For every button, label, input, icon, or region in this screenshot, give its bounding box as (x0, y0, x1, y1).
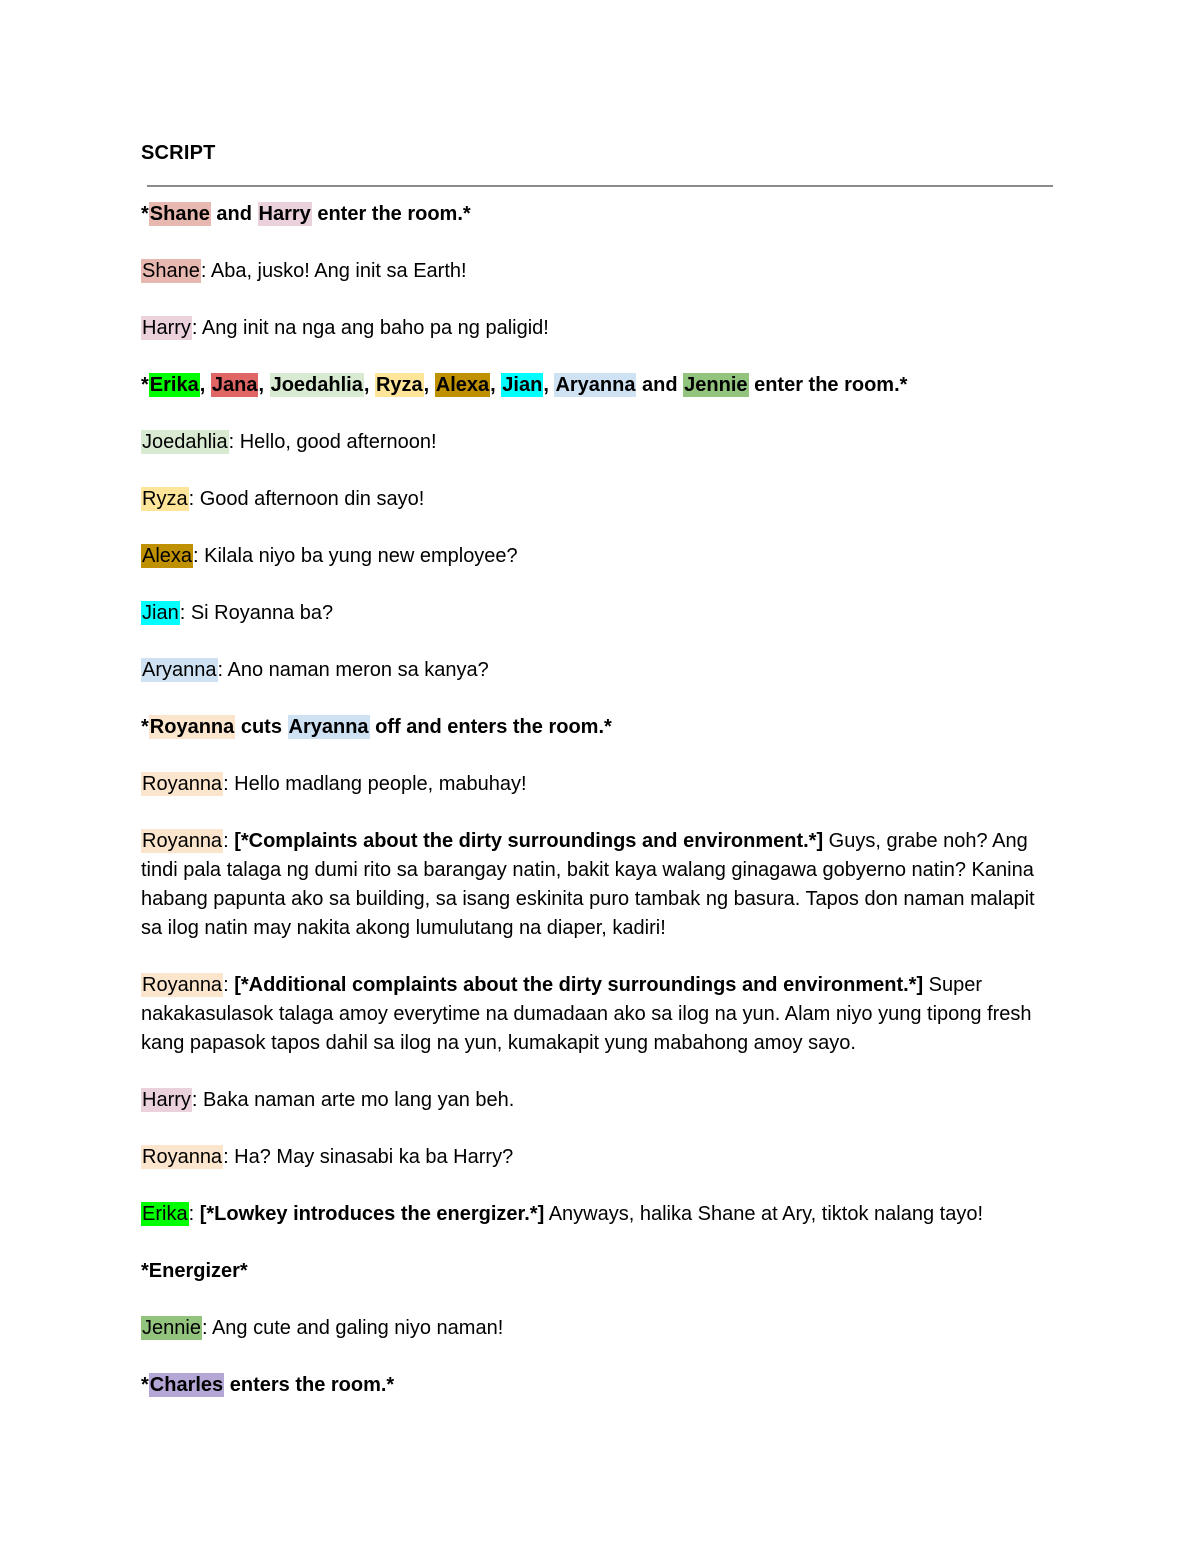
line-text: Guys, grabe noh? Ang tindi pala talaga ng dumi rito sa barangay natin, bakit kaya walang ginagawa gobyerno natin? Kanina habang papunta ako sa building, sa isang eskinita puro tambak ng basura. Tapos don naman malapit sa ilog natin may nakita akong lumulutang na diaper, kadiri! (141, 830, 1035, 939)
line-text: : Hello, good afternoon! (228, 431, 437, 453)
stage-direction (141, 713, 1056, 742)
line-text: : Aba, jusko! Ang init sa Earth! (200, 260, 467, 282)
dialogue-line (141, 599, 1056, 628)
line-text: , (258, 374, 270, 396)
line-text: enters the room.* (224, 1374, 395, 1396)
character-name-royanna: Royanna (142, 830, 223, 852)
dialogue-line (141, 971, 1056, 1058)
character-name-aryanna: Aryanna (142, 659, 217, 681)
line-text: : Ang init na nga ang baho pa ng paligid! (191, 317, 549, 339)
dialogue-line (141, 1200, 1056, 1229)
character-name-alexa: Alexa (142, 545, 193, 567)
character-name-shane: Shane (142, 260, 200, 282)
character-name-royanna: Royanna (142, 773, 223, 795)
stage-direction (141, 1371, 1056, 1400)
line-text: , (543, 374, 555, 396)
character-name-royanna: Royanna (149, 716, 235, 738)
line-text: enter the room.* (748, 374, 908, 396)
character-name-aryanna: Aryanna (555, 374, 636, 396)
character-name-aryanna: Aryanna (288, 716, 369, 738)
line-text: and (636, 374, 684, 396)
line-text: , (490, 374, 502, 396)
dialogue-line (141, 257, 1056, 286)
action-note: [*Additional complaints about the dirty surroundings and environment.*] (234, 974, 924, 996)
character-name-ryza: Ryza (375, 374, 423, 396)
line-text: * (141, 716, 149, 738)
stage-direction (141, 200, 1056, 229)
dialogue-line (141, 542, 1056, 571)
action-note: [*Complaints about the dirty surroundings and environment.*] (234, 830, 824, 852)
character-name-erika: Erika (142, 1203, 188, 1225)
line-text: Super nakakasulasok talaga amoy everytime na dumadaan ako sa ilog na yun. Alam niyo yung tipong fresh kang papasok tapos dahil sa ilog na yun, kumakapit yung mabahong amoy sayo. (141, 974, 1032, 1054)
document-title: SCRIPT (141, 142, 216, 164)
character-name-jian: Jian (502, 374, 543, 396)
dialogue-line (141, 827, 1056, 943)
line-text: off and enters the room.* (369, 716, 612, 738)
character-name-royanna: Royanna (142, 1146, 223, 1168)
stage-direction (141, 371, 1056, 400)
line-text: *Energizer* (141, 1260, 248, 1282)
character-name-harry: Harry (258, 203, 311, 225)
document-page (141, 138, 1056, 1428)
line-text: : Hello madlang people, mabuhay! (223, 773, 527, 795)
line-text: : (188, 1203, 200, 1225)
line-text: : Good afternoon din sayo! (188, 488, 425, 510)
line-text: and (210, 203, 258, 225)
character-name-charles: Charles (149, 1374, 224, 1396)
character-name-joedahlia: Joedahlia (270, 374, 363, 396)
dialogue-line (141, 1086, 1056, 1115)
dialogue-line (141, 656, 1056, 685)
dialogue-line (141, 428, 1056, 457)
line-text: * (141, 374, 149, 396)
character-name-joedahlia: Joedahlia (142, 431, 228, 453)
line-text: * (141, 1374, 149, 1396)
dialogue-line (141, 770, 1056, 799)
character-name-erika: Erika (149, 374, 199, 396)
line-text: , (363, 374, 375, 396)
line-text: : (223, 974, 235, 996)
line-text: : (223, 830, 235, 852)
dialogue-line (141, 1143, 1056, 1172)
character-name-shane: Shane (149, 203, 210, 225)
line-text: : Kilala niyo ba yung new employee? (193, 545, 518, 567)
character-name-jana: Jana (211, 374, 258, 396)
character-name-royanna: Royanna (142, 974, 223, 996)
character-name-harry: Harry (142, 317, 191, 339)
character-name-alexa: Alexa (435, 374, 490, 396)
line-text: Anyways, halika Shane at Ary, tiktok nalang tayo! (544, 1203, 984, 1225)
script-body (141, 200, 1056, 1400)
line-text: , (199, 374, 211, 396)
character-name-jennie: Jennie (684, 374, 748, 396)
action-note: [*Lowkey introduces the energizer.*] (199, 1203, 545, 1225)
line-text: : Ha? May sinasabi ka ba Harry? (223, 1146, 514, 1168)
line-text: cuts (235, 716, 288, 738)
character-name-ryza: Ryza (142, 488, 188, 510)
character-name-jian: Jian (142, 602, 179, 624)
dialogue-line (141, 1314, 1056, 1343)
line-text: : Ano naman meron sa kanya? (217, 659, 489, 681)
stage-direction (141, 1257, 1056, 1286)
line-text: : Baka naman arte mo lang yan beh. (191, 1089, 515, 1111)
line-text: : Si Royanna ba? (179, 602, 334, 624)
dialogue-line (141, 485, 1056, 514)
line-text: * (141, 203, 149, 225)
character-name-harry: Harry (142, 1089, 191, 1111)
horizontal-rule (147, 185, 1053, 187)
character-name-jennie: Jennie (142, 1317, 201, 1339)
line-text: , (423, 374, 435, 396)
dialogue-line (141, 314, 1056, 343)
line-text: enter the room.* (311, 203, 471, 225)
line-text: : Ang cute and galing niyo naman! (201, 1317, 504, 1339)
